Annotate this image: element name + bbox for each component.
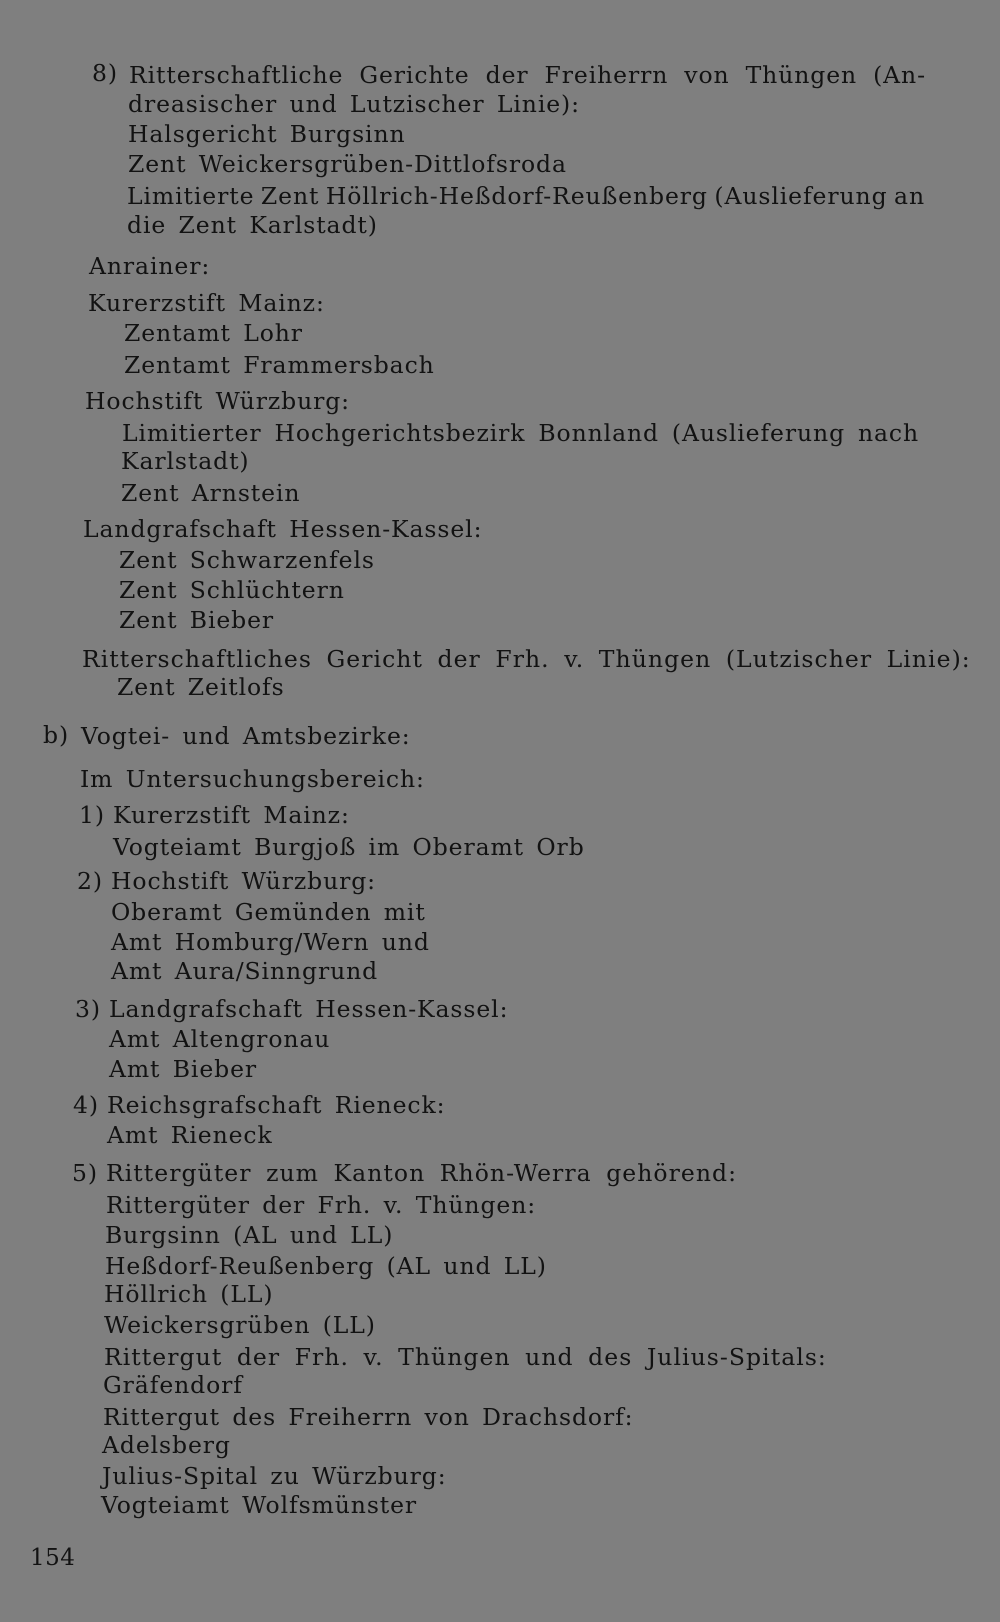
anrainer-mainz-heading: Kurerzstift Mainz: <box>88 289 325 317</box>
section-b-item-line: Oberamt Gemünden mit <box>111 898 426 926</box>
anrainer-mainz-item: Zentamt Frammersbach <box>124 351 435 379</box>
section-b-item-line: Vogteiamt Wolfsmünster <box>101 1491 418 1519</box>
anrainer-thuengen-item: Zent Zeitlofs <box>117 673 285 701</box>
section-b-item-title: Landgrafschaft Hessen-Kassel: <box>109 995 509 1023</box>
item-8-line-2: dreasischer und Lutzischer Linie): <box>128 90 580 118</box>
item-8-line-4: Zent Weickersgrüben-Dittlofsroda <box>128 150 567 178</box>
anrainer-thuengen-heading: Ritterschaftliches Gericht der Frh. v. Thüngen (Lutzischer Linie): <box>82 645 971 673</box>
section-b-item-line: Rittergut des Freiherrn von Drachsdorf: <box>103 1403 634 1431</box>
section-b-item-title: Hochstift Würzburg: <box>111 867 376 895</box>
section-b-item-title: Kurerzstift Mainz: <box>113 801 350 829</box>
page-number: 154 <box>30 1545 76 1571</box>
anrainer-mainz-item: Zentamt Lohr <box>124 319 303 347</box>
section-b-item-line: Amt Homburg/Wern und <box>111 928 430 956</box>
section-b-item-title: Rittergüter zum Kanton Rhön-Werra gehörend: <box>106 1159 738 1187</box>
section-b-item-line: Vogteiamt Burgjoß im Oberamt Orb <box>113 833 585 861</box>
section-b-heading: Vogtei- und Amtsbezirke: <box>81 722 411 750</box>
section-b-subheading: Im Untersuchungsbereich: <box>80 765 425 793</box>
anrainer-wuerzburg-line-2: Karlstadt) <box>121 447 250 475</box>
section-b-item-number: 2) <box>77 867 103 895</box>
anrainer-hessen-item: Zent Schlüchtern <box>119 576 345 604</box>
section-b-item-line: Adelsberg <box>102 1431 231 1459</box>
item-8-line-5: Limitierte Zent Höllrich-Heßdorf-Reußenberg (Auslieferung an <box>127 182 925 210</box>
section-b-item-number: 1) <box>79 801 105 829</box>
item-8-line-1: Ritterschaftliche Gerichte der Freiherrn von Thüngen (An- <box>129 61 926 89</box>
item-8-line-6: die Zent Karlstadt) <box>127 211 378 239</box>
section-b-item-line: Amt Aura/Sinngrund <box>111 957 379 985</box>
section-b-item-line: Burgsinn (AL und LL) <box>105 1221 394 1249</box>
section-b-item-title: Reichsgrafschaft Rieneck: <box>107 1091 446 1119</box>
anrainer-wuerzburg-line-1: Limitierter Hochgerichtsbezirk Bonnland (Auslieferung nach <box>122 419 919 447</box>
item-8-line-3: Halsgericht Burgsinn <box>128 120 406 148</box>
anrainer-wuerzburg-heading: Hochstift Würzburg: <box>85 387 350 415</box>
section-b-item-line: Julius-Spital zu Würzburg: <box>102 1462 447 1490</box>
section-b-item-line: Amt Rieneck <box>107 1121 273 1149</box>
section-b-item-line: Rittergut der Frh. v. Thüngen und des Julius-Spitals: <box>104 1343 827 1371</box>
section-b-item-number: 5) <box>72 1159 98 1187</box>
section-b-item-number: 3) <box>75 995 101 1023</box>
section-b-item-line: Amt Altengronau <box>109 1025 331 1053</box>
item-8-number: 8) <box>92 59 118 87</box>
anrainer-hessen-item: Zent Schwarzenfels <box>119 546 375 574</box>
section-b-item-number: 4) <box>73 1091 99 1119</box>
anrainer-hessen-heading: Landgrafschaft Hessen-Kassel: <box>83 515 483 543</box>
anrainer-wuerzburg-line-3: Zent Arnstein <box>121 479 301 507</box>
section-b-item-line: Rittergüter der Frh. v. Thüngen: <box>106 1191 537 1219</box>
anrainer-hessen-item: Zent Bieber <box>119 606 275 634</box>
section-b-item-line: Gräfendorf <box>103 1371 243 1399</box>
section-b-item-line: Weickersgrüben (LL) <box>104 1311 376 1339</box>
section-b-label: b) <box>43 721 70 749</box>
section-b-item-line: Höllrich (LL) <box>104 1280 274 1308</box>
anrainer-heading: Anrainer: <box>89 252 211 280</box>
section-b-item-line: Amt Bieber <box>109 1055 258 1083</box>
section-b-item-line: Heßdorf-Reußenberg (AL und LL) <box>105 1252 547 1280</box>
